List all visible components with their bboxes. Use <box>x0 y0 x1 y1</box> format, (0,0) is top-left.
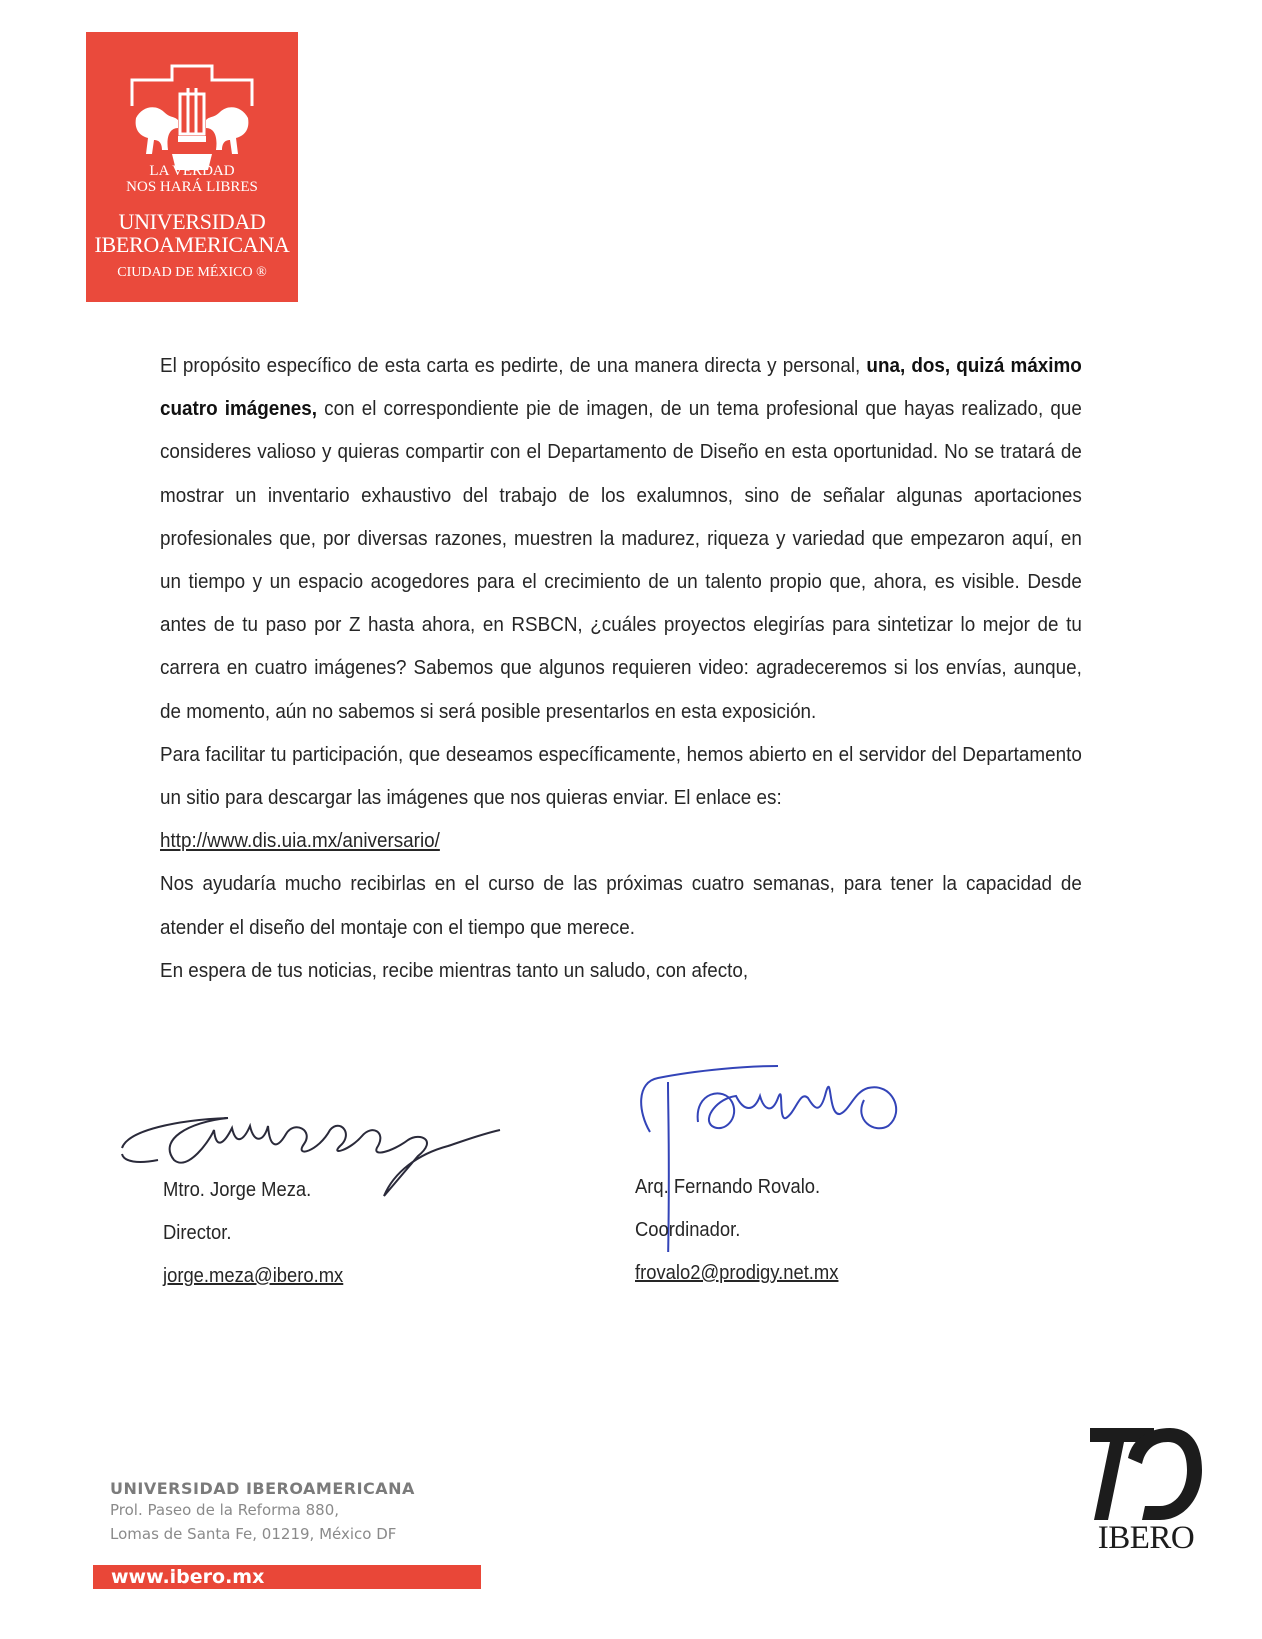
letter-body <box>160 344 1082 992</box>
paragraph-2: Para facilitar tu participación, que deseamos específicamente, hemos abierto en el servidor del Departamento un sitio para descargar las imágenes que nos quieras enviar. El enlace es: <box>160 742 1082 810</box>
upload-link[interactable]: http://www.dis.uia.mx/aniversario/ <box>160 829 440 853</box>
footer-address-line-1: Prol. Paseo de la Reforma 880, <box>110 1501 340 1519</box>
motto-line-2: NOS HARÁ LIBRES <box>126 178 258 195</box>
city-label: CIUDAD DE MÉXICO ® <box>117 265 267 280</box>
paragraph-3: Nos ayudaría mucho recibirlas en el curso de las próximas cuatro semanas, para tener la capacidad de atender el diseño del montaje con el tiempo que merece. <box>160 872 1082 939</box>
motto-line-1: LA VERDAD <box>149 163 235 179</box>
signatory-right <box>635 1166 838 1295</box>
website-link[interactable]: www.ibero.mx <box>93 1565 481 1589</box>
paragraph-1-intro: El propósito específico de esta carta es pedirte, de una manera directa y personal, <box>160 354 867 377</box>
university-name-line-1: UNIVERSIDAD <box>118 209 266 234</box>
signatory-email-link[interactable]: jorge.meza@ibero.mx <box>163 1265 344 1287</box>
ibero-70-anniversary-icon <box>1088 1424 1204 1524</box>
signatory-title: Director. <box>163 1222 232 1244</box>
university-name-line-2: IBEROAMERICANA <box>94 232 290 258</box>
footer-address <box>110 1479 415 1546</box>
ibero-logo-text: IBERO <box>1097 1520 1195 1556</box>
signatory-name: Mtro. Jorge Meza. <box>163 1179 312 1201</box>
motto <box>86 164 298 196</box>
paragraph-4: En espera de tus noticias, recibe mientras tanto un saludo, con afecto, <box>160 958 749 982</box>
paragraph-1-emphasis: una, dos, quizá máximo cuatro imágenes, <box>160 354 1082 421</box>
footer-org-name: UNIVERSIDAD IBEROAMERICANA <box>110 1479 415 1498</box>
signatory-name: Arq. Fernando Rovalo. <box>635 1176 821 1198</box>
signatory-title: Coordinador. <box>635 1219 741 1241</box>
coat-of-arms-icon <box>122 58 262 178</box>
footer-address-line-2: Lomas de Santa Fe, 01219, México DF <box>110 1525 397 1543</box>
paragraph-1 <box>160 344 1082 733</box>
university-name <box>86 210 298 256</box>
university-logo <box>86 32 298 302</box>
signatory-email-link[interactable]: frovalo2@prodigy.net.mx <box>635 1262 839 1284</box>
paragraph-1-rest: con el correspondiente pie de imagen, de un tema profesional que hayas realizado, que consideres valioso y quieras compartir con el Departamento de Diseño en esta oportunidad. No se tratará de mostrar un inventario exhaustivo del trabajo de los exalumnos, sino de señalar algunas aportaciones profesionales que, por diversas razones, muestren la madurez, riqueza y variedad que empezaron aquí, en un tiempo y un espacio acogedores para el crecimiento de un talento propio que, ahora, es visible. Desde antes de tu paso por Z hasta ahora, en RSBCN, ¿cuáles proyectos elegirías para sintetizar lo mejor de tu carrera en cuatro imágenes? Sabemos que algunos requieren video: agradeceremos si los envías, aunque, de momento, aún no sabemos si será posible presentarlos en esta exposición. <box>160 397 1082 723</box>
signatory-left <box>163 1169 343 1298</box>
